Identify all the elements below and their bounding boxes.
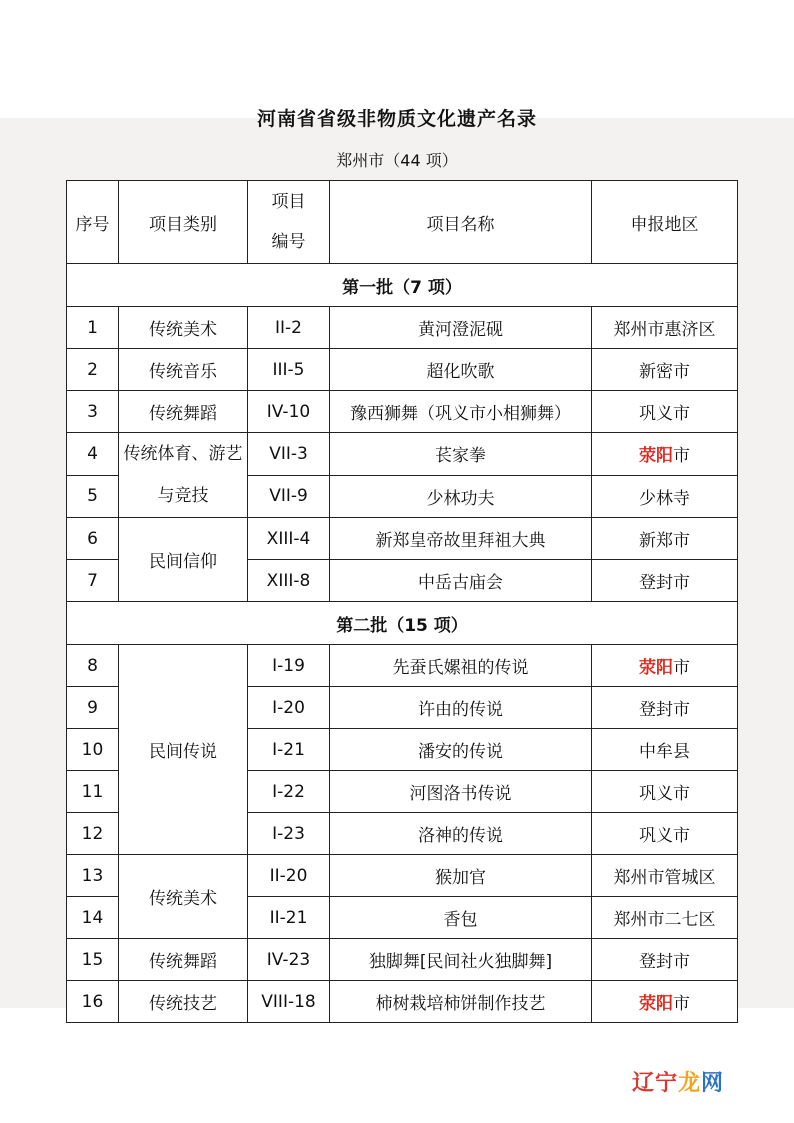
cell-no: 5 xyxy=(67,475,119,518)
region-highlight: 荥阳 xyxy=(639,446,673,467)
cell-name: 潘安的传说 xyxy=(330,729,592,771)
cell-category: 传统舞蹈 xyxy=(119,939,248,981)
table-row xyxy=(67,518,738,560)
header-row xyxy=(67,181,738,264)
cell-name: 香包 xyxy=(330,897,592,939)
cell-region: 郑州市惠济区 xyxy=(592,307,738,349)
site-watermark-logo[interactable] xyxy=(632,1066,724,1097)
header-code-line2: 编号 xyxy=(271,232,306,252)
cell-name: 独脚舞[民间社火独脚舞] xyxy=(330,939,592,981)
region-highlight: 荥阳 xyxy=(639,658,673,678)
cell-no: 16 xyxy=(67,981,119,1023)
cell-code: VIII-18 xyxy=(248,981,330,1023)
watermark-part3: 网 xyxy=(701,1071,725,1096)
batch-header-1 xyxy=(67,264,738,307)
cell-code: VII-3 xyxy=(248,433,330,476)
table-row xyxy=(67,981,738,1023)
cell-name: 豫西狮舞（巩义市小相狮舞） xyxy=(330,391,592,433)
cell-code: I-22 xyxy=(248,771,330,813)
cell-no: 6 xyxy=(67,518,119,560)
table-row xyxy=(67,939,738,981)
region-suffix: 市 xyxy=(673,994,690,1014)
header-name: 项目名称 xyxy=(330,181,592,264)
cell-no: 15 xyxy=(67,939,119,981)
cell-no: 10 xyxy=(67,729,119,771)
cell-region: 少林寺 xyxy=(592,475,738,518)
cell-region xyxy=(592,645,738,687)
cell-code: I-23 xyxy=(248,813,330,855)
cell-code: IV-10 xyxy=(248,391,330,433)
cell-category: 民间传说 xyxy=(119,645,248,855)
cell-name: 苌家拳 xyxy=(330,433,592,476)
watermark-part2: 龙 xyxy=(678,1071,702,1096)
cell-region xyxy=(592,981,738,1023)
cell-code: II-2 xyxy=(248,307,330,349)
cell-no: 4 xyxy=(67,433,119,476)
cell-code: I-21 xyxy=(248,729,330,771)
document-subtitle: 郑州市（44 项） xyxy=(336,151,458,170)
cell-category: 民间信仰 xyxy=(119,518,248,602)
cell-region: 中牟县 xyxy=(592,729,738,771)
table-row xyxy=(67,391,738,433)
table-row xyxy=(67,645,738,687)
cell-name: 猴加官 xyxy=(330,855,592,897)
watermark-part1: 辽宁 xyxy=(632,1071,679,1096)
cell-region: 郑州市管城区 xyxy=(592,855,738,897)
cell-category: 传统美术 xyxy=(119,855,248,939)
cell-code: IV-23 xyxy=(248,939,330,981)
cell-code: I-19 xyxy=(248,645,330,687)
cell-no: 9 xyxy=(67,687,119,729)
batch-label: 第一批（7 项） xyxy=(67,264,738,307)
cell-no: 2 xyxy=(67,349,119,391)
cell-code: I-20 xyxy=(248,687,330,729)
cell-name: 中岳古庙会 xyxy=(330,560,592,602)
document-title: 河南省省级非物质文化遗产名录 xyxy=(256,108,537,130)
cell-category: 传统舞蹈 xyxy=(119,391,248,433)
cell-region: 登封市 xyxy=(592,687,738,729)
cell-name: 许由的传说 xyxy=(330,687,592,729)
cell-code: II-21 xyxy=(248,897,330,939)
cell-category: 传统技艺 xyxy=(119,981,248,1023)
cell-code: XIII-4 xyxy=(248,518,330,560)
cell-region: 新密市 xyxy=(592,349,738,391)
cell-name: 新郑皇帝故里拜祖大典 xyxy=(330,518,592,560)
header-category: 项目类别 xyxy=(119,181,248,264)
cell-name: 洛神的传说 xyxy=(330,813,592,855)
region-highlight: 荥阳 xyxy=(639,994,673,1014)
header-no: 序号 xyxy=(67,181,119,264)
cell-region: 登封市 xyxy=(592,939,738,981)
cell-no: 12 xyxy=(67,813,119,855)
cell-name: 柿树栽培柿饼制作技艺 xyxy=(330,981,592,1023)
cell-name: 黄河澄泥砚 xyxy=(330,307,592,349)
cell-category: 传统体育、游艺与竞技 xyxy=(119,433,248,518)
header-region: 申报地区 xyxy=(592,181,738,264)
cell-region: 巩义市 xyxy=(592,813,738,855)
cell-name: 先蚕氏嫘祖的传说 xyxy=(330,645,592,687)
region-suffix: 市 xyxy=(673,658,690,678)
table-row xyxy=(67,307,738,349)
cell-code: VII-9 xyxy=(248,475,330,518)
cell-code: III-5 xyxy=(248,349,330,391)
cell-name: 河图洛书传说 xyxy=(330,771,592,813)
table-row xyxy=(67,855,738,897)
cell-no: 1 xyxy=(67,307,119,349)
header-code xyxy=(248,181,330,264)
cell-region: 郑州市二七区 xyxy=(592,897,738,939)
cell-name: 超化吹歌 xyxy=(330,349,592,391)
cell-no: 11 xyxy=(67,771,119,813)
cell-name: 少林功夫 xyxy=(330,475,592,518)
table-row xyxy=(67,349,738,391)
header-code-line1: 项目 xyxy=(271,192,306,212)
batch-label: 第二批（15 项） xyxy=(67,602,738,645)
heritage-table xyxy=(66,180,738,1023)
batch-header-2 xyxy=(67,602,738,645)
cell-no: 3 xyxy=(67,391,119,433)
cell-no: 13 xyxy=(67,855,119,897)
cell-region: 登封市 xyxy=(592,560,738,602)
cell-category: 传统美术 xyxy=(119,307,248,349)
table-row xyxy=(67,433,738,476)
region-suffix: 市 xyxy=(673,446,690,467)
cell-code: XIII-8 xyxy=(248,560,330,602)
cell-no: 8 xyxy=(67,645,119,687)
cell-code: II-20 xyxy=(248,855,330,897)
cell-category: 传统音乐 xyxy=(119,349,248,391)
cell-region xyxy=(592,433,738,476)
cell-no: 14 xyxy=(67,897,119,939)
cell-no: 7 xyxy=(67,560,119,602)
cell-region: 新郑市 xyxy=(592,518,738,560)
cell-region: 巩义市 xyxy=(592,391,738,433)
cell-region: 巩义市 xyxy=(592,771,738,813)
